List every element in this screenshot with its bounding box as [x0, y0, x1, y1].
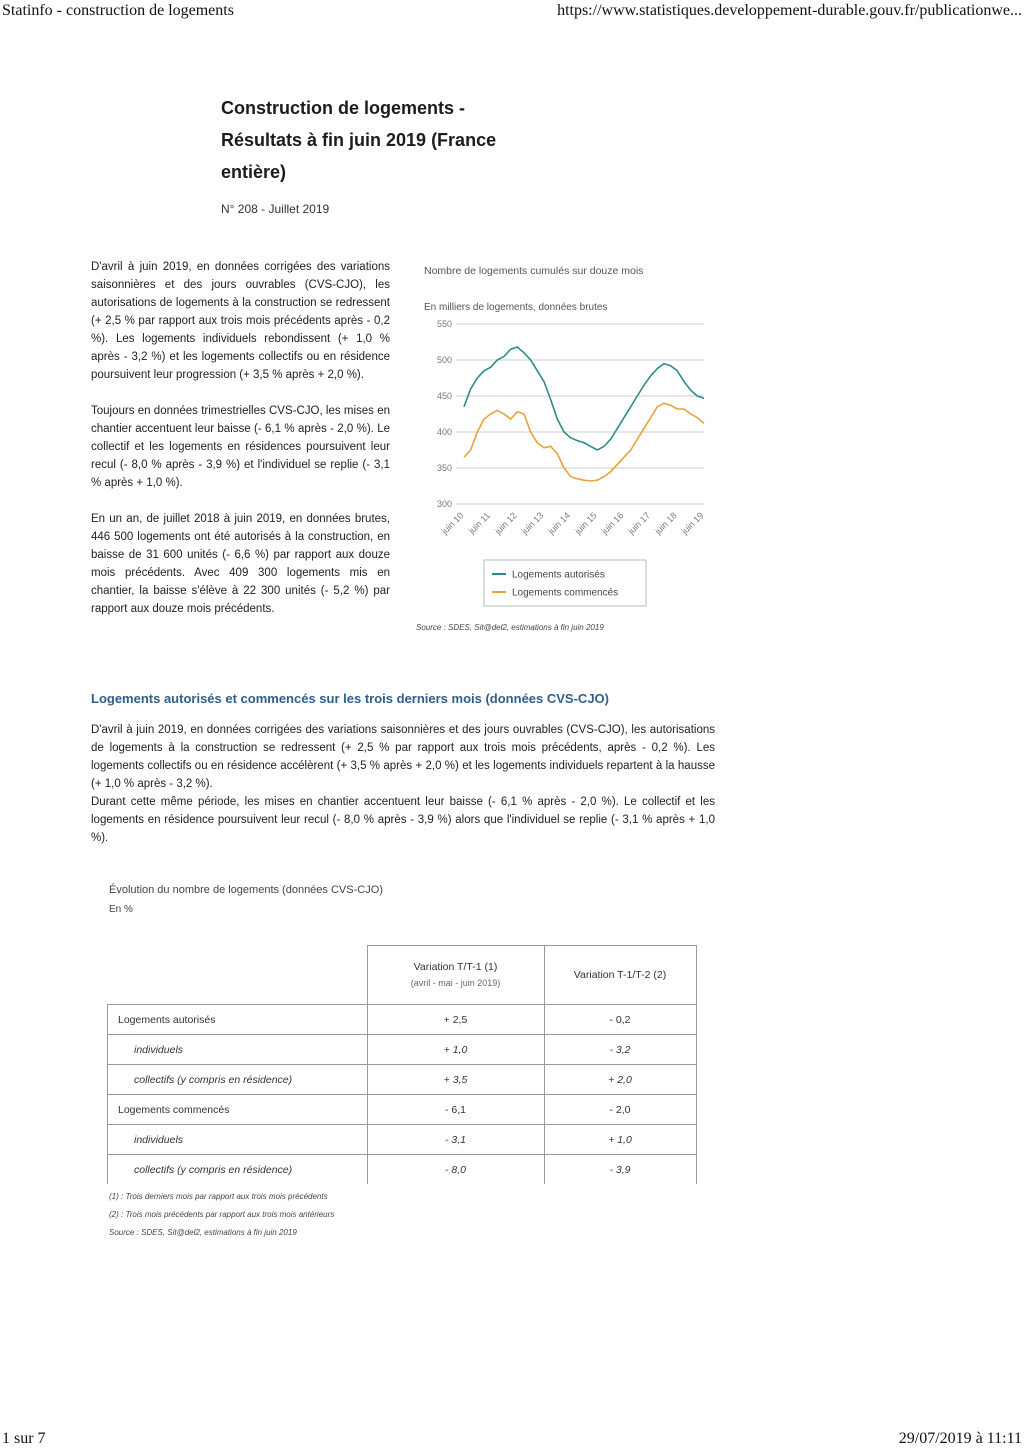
y-tick-label: 300: [436, 499, 452, 509]
table-row: [108, 1035, 697, 1065]
x-tick-label: juin 14: [546, 510, 573, 537]
cell-value: - 3,2: [544, 1035, 696, 1065]
x-tick-label: juin 12: [492, 510, 519, 537]
legend-box: [484, 560, 646, 606]
table-row: [108, 1125, 697, 1155]
column-header-variation-t: [367, 946, 544, 1005]
x-tick-label: juin 11: [466, 510, 493, 536]
row-label: Logements commencés: [108, 1095, 368, 1125]
chart-unit: En milliers de logements, données brutes: [424, 302, 608, 313]
table-note: (2) : Trois mois précédents par rapport aux trois mois antérieurs: [109, 1210, 335, 1219]
intro-paragraph: Toujours en données trimestrielles CVS-CJO, les mises en chantier accentuent leur baisse (- 6,1 % après - 2,0 %). Le collectif et les logements en résidences poursuivent leur recul (- 8,0 % après - 3,9 %) et l'individuel se replie (- 3,1 % après + 1,0 %).: [91, 405, 390, 489]
cell-value: - 8,0: [367, 1155, 544, 1185]
table-row: [108, 1095, 697, 1125]
section-paragraph: Durant cette même période, les mises en chantier accentuent leur baisse (- 6,1 % après - 2,0 %). Le collectif et les logements en résidence poursuivent leur recul (- 8,0 % après - 3,9 %) alors que l'individuel se replie (- 3,1 % après + 1,0 %).: [91, 796, 715, 844]
y-tick-label: 350: [436, 463, 452, 473]
x-tick-label: juin 19: [679, 510, 706, 537]
document-title: Construction de logements - Résultats à fin juin 2019 (France entière): [221, 98, 497, 182]
table-unit: En %: [109, 904, 133, 915]
intro-text: [91, 258, 390, 636]
series-line: [464, 347, 704, 450]
print-datetime: 29/07/2019 à 11:11: [898, 1430, 1022, 1447]
chart-source: Source : SDES, Sit@del2, estimations à fin juin 2019: [416, 623, 604, 632]
x-tick-label: juin 17: [626, 510, 653, 537]
row-label: Logements autorisés: [108, 1005, 368, 1035]
column-header-variation-t1: Variation T-1/T-2 (2): [544, 946, 696, 1005]
table-header-row: [108, 946, 697, 1005]
x-tick-label: juin 16: [599, 510, 626, 537]
legend-label: Logements commencés: [512, 587, 619, 599]
table-note: (1) : Trois derniers mois par rapport aux trois mois précédents: [109, 1192, 328, 1201]
table-row: [108, 1005, 697, 1035]
section-heading: Logements autorisés et commencés sur les trois derniers mois (données CVS-CJO): [91, 691, 609, 706]
table-source: Source : SDES, Sit@del2, estimations à fin juin 2019: [109, 1228, 297, 1237]
y-tick-label: 500: [436, 355, 452, 365]
chart-title: Nombre de logements cumulés sur douze mois: [424, 265, 644, 277]
cell-value: - 3,1: [367, 1125, 544, 1155]
row-label: collectifs (y compris en résidence): [108, 1155, 368, 1185]
x-tick-label: juin 10: [439, 510, 466, 537]
cell-value: + 2,0: [544, 1065, 696, 1095]
housing-line-chart: [414, 258, 724, 648]
x-tick-label: juin 13: [519, 510, 546, 537]
column-header-line: Variation T/T-1 (1): [413, 961, 498, 973]
row-label: collectifs (y compris en résidence): [108, 1065, 368, 1095]
browser-url[interactable]: https://www.statistiques.developpement-durable.gouv.fr/publicationwe...: [557, 2, 1022, 19]
cell-value: + 1,0: [367, 1035, 544, 1065]
x-tick-label: juin 15: [572, 510, 599, 537]
table-caption: Évolution du nombre de logements (données CVS-CJO): [109, 884, 383, 896]
cell-value: - 2,0: [544, 1095, 696, 1125]
page-counter: 1 sur 7: [2, 1430, 46, 1447]
y-tick-label: 550: [436, 319, 452, 329]
x-tick-label: juin 18: [652, 510, 679, 537]
cell-value: - 3,9: [544, 1155, 696, 1185]
cell-value: + 3,5: [367, 1065, 544, 1095]
intro-paragraph: En un an, de juillet 2018 à juin 2019, en données brutes, 446 500 logements ont été autorisés à la construction, en baisse de 31 600 unités (- 6,6 %) par rapport aux douze mois précédents. Avec 409 300 logements mis en chantier, la baisse s'élève à 22 300 unités (- 5,2 %) par rapport aux douze mois précédents.: [91, 513, 390, 615]
cell-value: - 0,2: [544, 1005, 696, 1035]
table-row: [108, 1065, 697, 1095]
row-label: individuels: [108, 1125, 368, 1155]
housing-variation-table: [107, 945, 697, 1184]
browser-page-title: Statinfo - construction de logements: [2, 2, 234, 19]
cell-value: + 1,0: [544, 1125, 696, 1155]
cell-value: + 2,5: [367, 1005, 544, 1035]
table-corner: [108, 946, 368, 1005]
section-body: [91, 721, 715, 847]
y-tick-label: 450: [436, 391, 452, 401]
column-header-period: (avril - mai - juin 2019): [410, 978, 501, 988]
section-paragraph: D'avril à juin 2019, en données corrigées des variations saisonnières et des jours ouvrables (CVS-CJO), les autorisations de logements à la construction se redressent (+ 2,5 % par rapport aux trois mois précédents, après - 0,2 %). Les logements collectifs ou en résidence accélèrent (+ 3,5 % après + 2,0 %) et les logements individuels repartent à la hausse (+ 1,0 % après - 3,2 %).: [91, 724, 715, 790]
cell-value: - 6,1: [367, 1095, 544, 1125]
y-tick-label: 400: [436, 427, 452, 437]
table-notes: [109, 1188, 334, 1242]
intro-paragraph: D'avril à juin 2019, en données corrigées des variations saisonnières et des jours ouvrables (CVS-CJO), les autorisations de logements à la construction se redressent (+ 2,5 % par rapport aux trois mois précédents après - 0,2 %). Les logements individuels rebondissent (+ 1,0 % après - 3,2 %) et les logements collectifs ou en résidence poursuivent leur progression (+ 3,5 % après + 2,0 %).: [91, 261, 390, 381]
table-row: [108, 1155, 697, 1185]
row-label: individuels: [108, 1035, 368, 1065]
issue-number: N° 208 - Juillet 2019: [221, 202, 330, 216]
legend-label: Logements autorisés: [512, 569, 605, 581]
